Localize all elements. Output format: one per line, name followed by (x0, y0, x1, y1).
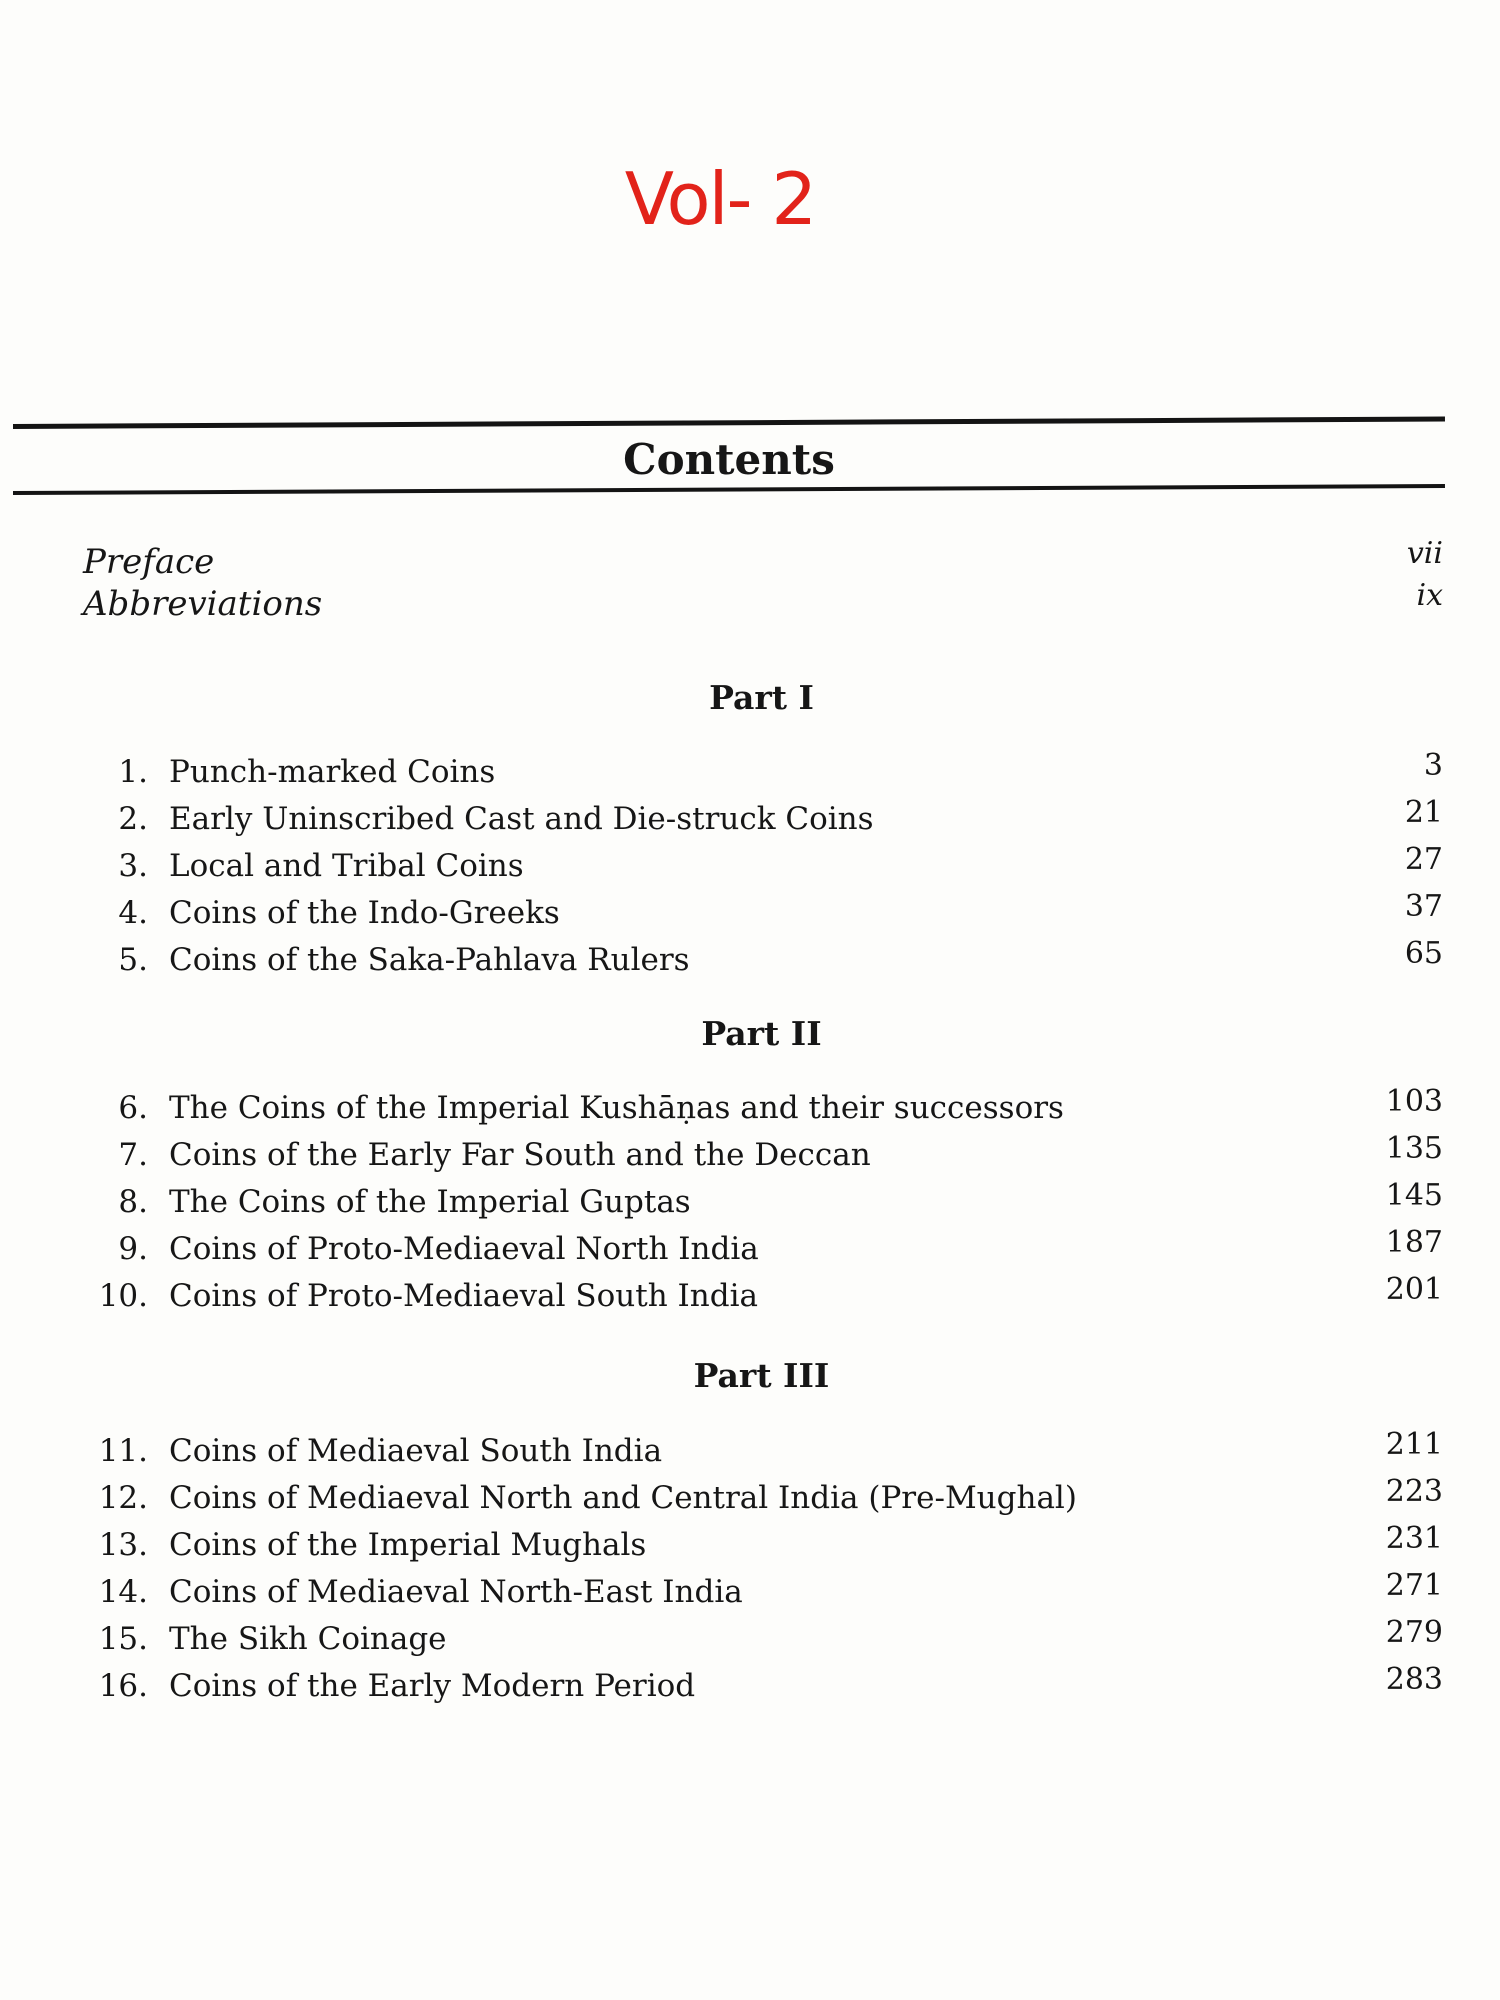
entry-number: 16. (98, 1668, 148, 1704)
part-entries (80, 1085, 1443, 1320)
entry-page-number: 283 (1385, 1662, 1443, 1697)
entry-number: 12. (98, 1480, 148, 1516)
entry-title: Coins of Mediaeval North-East India (169, 1574, 743, 1610)
entry-title: Coins of Proto-Mediaeval North India (169, 1231, 759, 1267)
toc-entry (80, 1273, 1443, 1320)
toc-entry (80, 843, 1443, 890)
toc-entry (80, 1663, 1443, 1710)
toc-entry (80, 1428, 1443, 1475)
entry-number: 10. (98, 1278, 148, 1314)
entry-title: Coins of the Saka-Pahlava Rulers (169, 942, 690, 978)
volume-title: Vol- 2 (624, 157, 816, 241)
entry-number: 15. (98, 1621, 148, 1657)
entry-title: Coins of Mediaeval South India (169, 1433, 663, 1469)
entry-title: Coins of the Indo-Greeks (169, 895, 560, 931)
entry-page-number: 135 (1385, 1131, 1443, 1166)
entry-title: Local and Tribal Coins (169, 848, 524, 884)
entry-number: 8. (118, 1184, 148, 1220)
entry-title: Coins of the Imperial Mughals (169, 1527, 647, 1563)
front-matter-row (83, 536, 1443, 583)
part-heading: Part III (693, 1356, 830, 1395)
toc-entry (80, 1085, 1443, 1132)
entry-title: Coins of the Early Modern Period (169, 1668, 696, 1704)
entry-page-number: 279 (1385, 1615, 1443, 1650)
toc-entry (80, 890, 1443, 937)
front-matter-title: Abbreviations (83, 584, 323, 624)
entry-title: Coins of the Early Far South and the Deccan (169, 1137, 871, 1173)
entry-number: 13. (98, 1527, 148, 1563)
entry-title: Punch-marked Coins (169, 754, 496, 790)
entry-number: 6. (118, 1090, 148, 1126)
top-rule (13, 417, 1445, 429)
part-heading: Part I (709, 678, 814, 717)
entry-page-number: 211 (1385, 1427, 1443, 1462)
front-matter (83, 536, 1443, 625)
toc-entry (80, 796, 1443, 843)
part-heading: Part II (701, 1014, 822, 1053)
entry-title: Coins of Proto-Mediaeval South India (169, 1278, 758, 1314)
toc-entry (80, 1179, 1443, 1226)
front-matter-title: Preface (83, 542, 215, 582)
entry-page-number: 145 (1385, 1178, 1443, 1213)
toc-entry (80, 1522, 1443, 1569)
entry-title: The Coins of the Imperial Kushāṇas and their successors (169, 1090, 1064, 1126)
toc-entry (80, 1226, 1443, 1273)
entry-page-number: 21 (1404, 795, 1443, 830)
entry-page-number: 201 (1385, 1272, 1443, 1307)
part-entries (80, 1428, 1443, 1710)
front-matter-row (83, 578, 1443, 625)
part-entries (80, 749, 1443, 984)
entry-page-number: 223 (1385, 1474, 1443, 1509)
entry-title: The Coins of the Imperial Guptas (169, 1184, 691, 1220)
entry-page-number: 3 (1423, 748, 1443, 783)
entry-number: 1. (118, 754, 148, 790)
entry-number: 14. (98, 1574, 148, 1610)
toc-entry (80, 749, 1443, 796)
entry-number: 5. (118, 942, 148, 978)
contents-heading: Contents (623, 435, 835, 484)
entry-page-number: 37 (1404, 889, 1443, 924)
entry-number: 9. (118, 1231, 148, 1267)
entry-title: The Sikh Coinage (169, 1621, 447, 1657)
toc-entry (80, 1132, 1443, 1179)
entry-page-number: 231 (1385, 1521, 1443, 1556)
entry-page-number: 187 (1385, 1225, 1443, 1260)
entry-title: Coins of Mediaeval North and Central India (Pre-Mughal) (169, 1480, 1077, 1516)
entry-number: 2. (118, 801, 148, 837)
front-matter-page-number: vii (1406, 536, 1443, 571)
entry-page-number: 27 (1404, 842, 1443, 877)
entry-number: 4. (118, 895, 148, 931)
entry-page-number: 271 (1385, 1568, 1443, 1603)
entry-title: Early Uninscribed Cast and Die-struck Coins (169, 801, 874, 837)
toc-entry (80, 1475, 1443, 1522)
entry-number: 3. (118, 848, 148, 884)
toc-entry (80, 937, 1443, 984)
toc-entry (80, 1616, 1443, 1663)
toc-entry (80, 1569, 1443, 1616)
entry-number: 7. (118, 1137, 148, 1173)
entry-page-number: 65 (1404, 936, 1443, 971)
entry-number: 11. (98, 1433, 148, 1469)
front-matter-page-number: ix (1416, 578, 1443, 613)
entry-page-number: 103 (1385, 1084, 1443, 1119)
